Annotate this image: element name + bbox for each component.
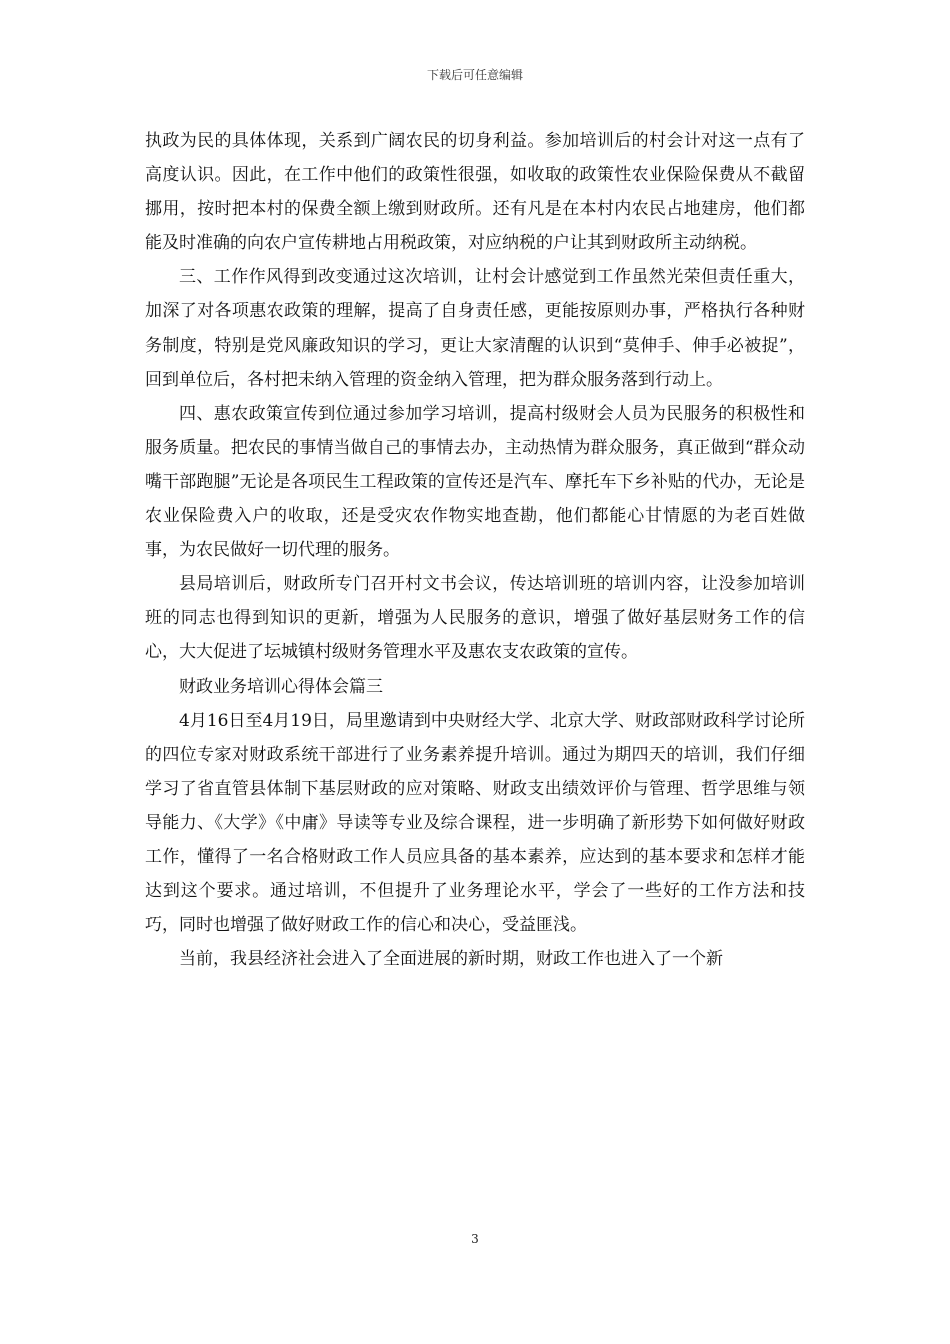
paragraph: 四、惠农政策宣传到位通过参加学习培训，提高村级财会人员为民服务的积极性和服务质量。把农民的事情当做自己的事情去办，主动热情为群众服务，真正做到“群众动嘴干部跑腿”无论是各项民生工程政策的宣传还是汽车、摩托车下乡补贴的代办，无论是农业保险费入户的收取，还是受灾农作物实地查勘，他们都能心甘情愿的为老百姓做事，为农民做好一切代理的服务。 bbox=[145, 403, 805, 561]
paragraph: 县局培训后，财政所专门召开村文书会议，传达培训班的培训内容，让没参加培训班的同志也得到知识的更新，增强为人民服务的意识，增强了做好基层财务工作的信心，大大促进了坛城镇村级财务管理水平及惠农支农政策的宣传。 bbox=[145, 574, 805, 663]
paragraph: 4月16日至4月19日，局里邀请到中央财经大学、北京大学、财政部财政科学讨论所的四位专家对财政系统干部进行了业务素养提升培训。通过为期四天的培训，我们仔细学习了省直管县体制下基层财政的应对策略、财政支出绩效评价与管理、哲学思维与领导能力、《大学》《中庸》导读等专业及综合课程，进一步明确了新形势下如何做好财政工作，懂得了一名合格财政工作人员应具备的基本素养，应达到的基本要求和怎样才能达到这个要求。通过培训，不但提升了业务理论水平，学会了一些好的工作方法和技巧，同时也增强了做好财政工作的信心和决心，受益匪浅。 bbox=[145, 710, 805, 936]
section-heading: 财政业务培训心得体会篇三 bbox=[179, 676, 383, 697]
paragraph: 三、工作作风得到改变通过这次培训，让村会计感觉到工作虽然光荣但责任重大，加深了对各项惠农政策的理解，提高了自身责任感，更能按原则办事，严格执行各种财务制度，特别是党风廉政知识的学习，更让大家清醒的认识到“莫伸手、伸手必被捉”，回到单位后，各村把未纳入管理的资金纳入管理，把为群众服务落到行动上。 bbox=[145, 267, 805, 390]
document-body bbox=[145, 124, 805, 976]
paragraph: 执政为民的具体体现，关系到广阔农民的切身利益。参加培训后的村会计对这一点有了高度认识。因此，在工作中他们的政策性很强，如收取的政策性农业保险保费从不截留挪用，按时把本村的保费全额上缴到财政所。还有凡是在本村内农民占地建房，他们都能及时准确的向农户宣传耕地占用税政策，对应纳税的户让其到财政所主动纳税。 bbox=[145, 131, 805, 254]
page-header: 下载后可任意编辑 bbox=[426, 68, 523, 82]
paragraph: 当前，我县经济社会进入了全面进展的新时期，财政工作也进入了一个新 bbox=[179, 949, 723, 970]
page-number: 3 bbox=[471, 1232, 479, 1246]
